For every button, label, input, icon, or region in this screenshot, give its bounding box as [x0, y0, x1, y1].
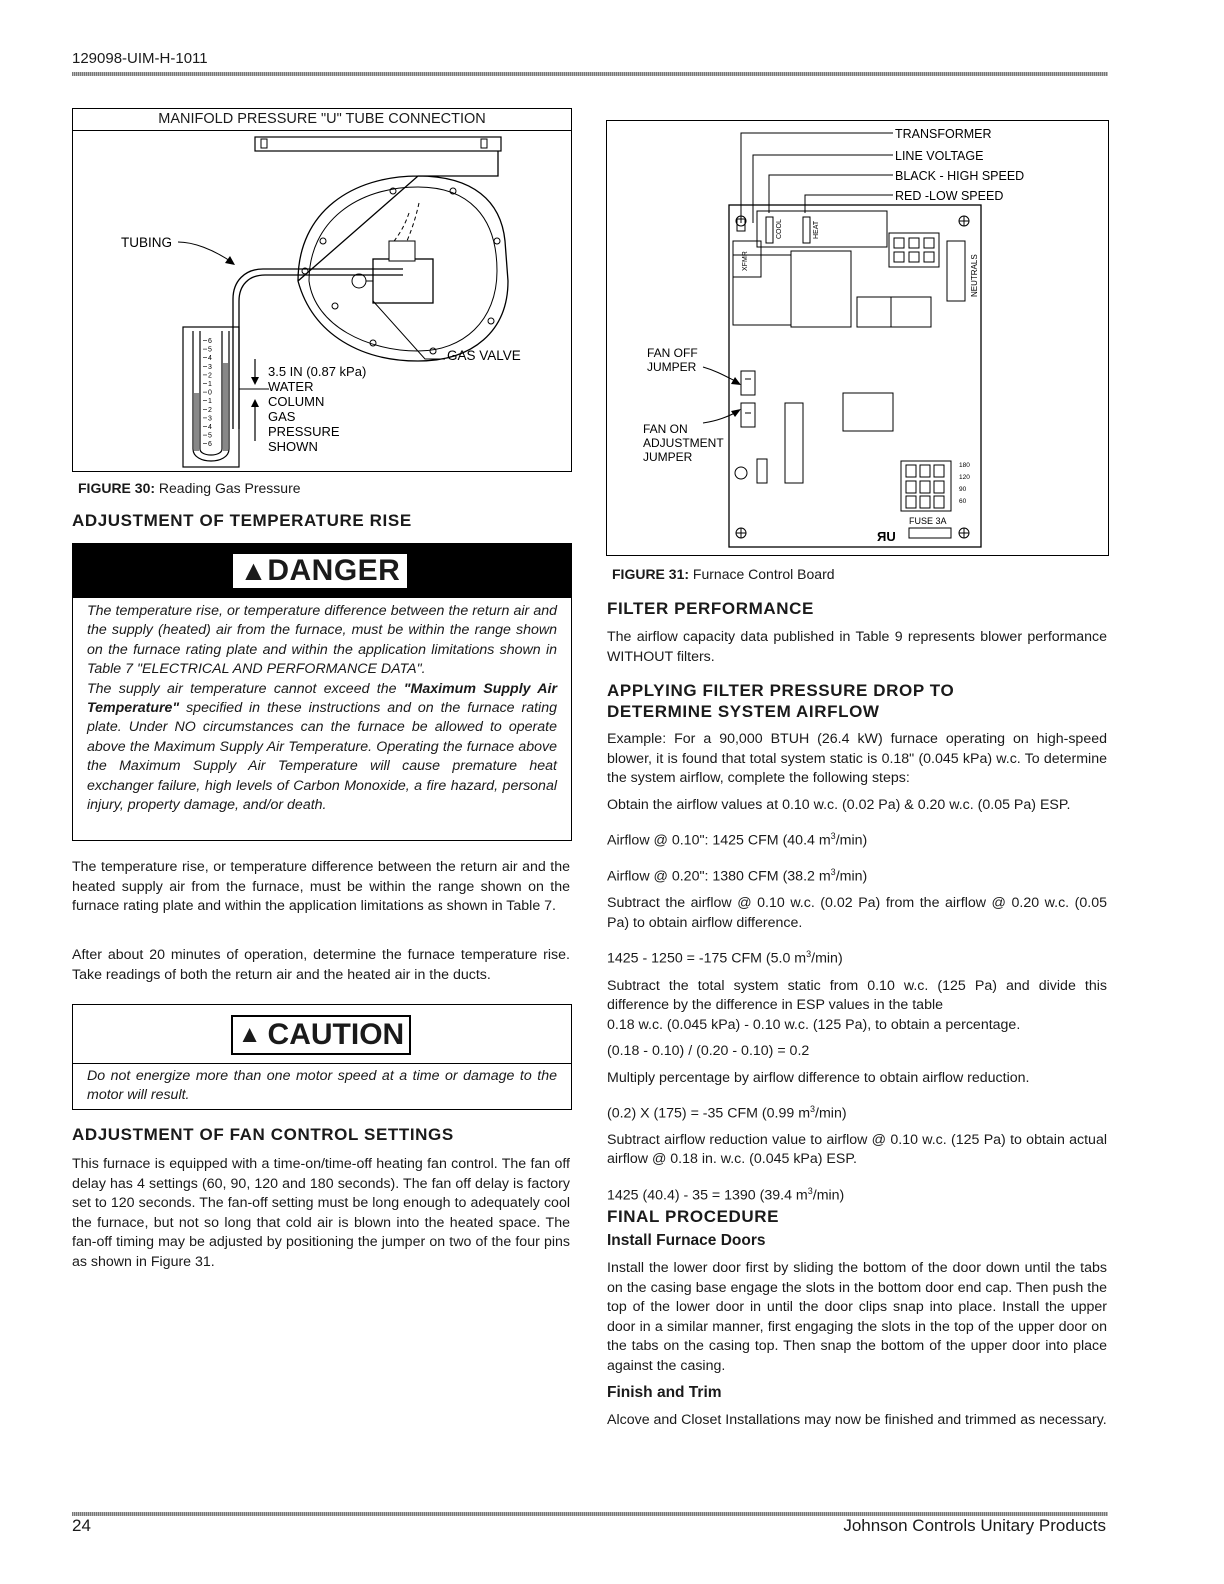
control-board-diagram	[607, 121, 1108, 555]
caution-divider	[73, 1063, 571, 1064]
pin-label-120: 120	[959, 474, 970, 481]
danger-box	[72, 543, 572, 841]
figure-31-caption-text: Furnace Control Board	[692, 566, 835, 582]
gas-valve-label: GAS VALVE	[447, 348, 521, 363]
label-pressure: PRESSURE	[268, 424, 340, 439]
temp-rise-para-2: After about 20 minutes of operation, determine the furnace temperature rise. Take readings of both the return air and the heated air in the ducts.	[72, 947, 570, 983]
scale-tick-label: 6	[208, 441, 212, 449]
label-cool: COOL	[776, 219, 783, 239]
figure-31-caption-label: FIGURE 31:	[612, 566, 690, 582]
label-black-high: BLACK - HIGH SPEED	[895, 169, 1025, 183]
caution-label-box	[231, 1015, 411, 1055]
label-fuse: FUSE 3A	[909, 516, 947, 526]
finish-trim-para: Alcove and Closet Installations may now be finished and trimmed as necessary.	[607, 1412, 1107, 1428]
scale-tick-label: 0	[208, 389, 212, 397]
label-red-low: RED -LOW SPEED	[895, 189, 1004, 203]
filter-drop-p12: 1425 (40.4) - 35 = 1390 (39.4 $m^3/\min$)	[607, 1186, 845, 1204]
label-shown: SHOWN	[268, 439, 318, 454]
scale-tick-label: 5	[208, 432, 212, 440]
warning-triangle-icon: ▲	[239, 555, 268, 586]
subheading-install-doors: Install Furnace Doors	[607, 1232, 766, 1249]
pressure-label: 3.5 IN (0.87 kPa)	[268, 364, 367, 379]
filter-drop-p6: 1425 - 1250 = -175 CFM (5.0 $m^3/\min$)	[607, 949, 843, 967]
page-number: 24	[72, 1516, 91, 1535]
filter-performance-para: The airflow capacity data published in Table 9 represents blower performance WITHOUT filters.	[607, 629, 1107, 665]
figure-31-caption	[612, 566, 835, 582]
figure-30	[72, 108, 572, 472]
caution-text: Do not energize more than one motor speed at a time or damage to the motor will result.	[87, 1068, 557, 1104]
filter-drop-p1: Example: For a 90,000 BTUH (26.4 kW) furnace operating on high-speed blower, it is found that total system static is 0.18" (0.045 kPa) w.c. To determine the system airflow, complete the following steps:	[607, 731, 1107, 787]
filter-drop-p8: (0.18 - 0.10) / (0.20 - 0.10) = 0.2	[607, 1043, 810, 1060]
tubing-label: TUBING	[121, 235, 173, 250]
label-fan-off-1: FAN OFF	[647, 346, 698, 360]
scale-tick-label: 6	[208, 338, 212, 345]
label-fan-on-3: JUMPER	[643, 450, 693, 464]
scale-tick-label: 4	[208, 355, 212, 363]
pin-label-60: 60	[959, 498, 967, 505]
scale-tick-label: 2	[208, 372, 212, 380]
scale-tick-label: 2	[208, 406, 212, 414]
pin-label-90: 90	[959, 486, 967, 493]
warning-triangle-icon: ▲	[237, 1021, 262, 1048]
caution-label: CAUTION	[267, 1018, 405, 1051]
danger-label-box	[231, 552, 409, 590]
scale-tick-label: 1	[208, 381, 212, 388]
doc-id: 129098-UIM-H-1011	[72, 50, 208, 67]
label-fan-on-2: ADJUSTMENT	[643, 436, 724, 450]
header-rule	[72, 72, 1108, 76]
figure-30-caption	[78, 480, 301, 496]
filter-drop-p7b: 0.18 w.c. (0.045 kPa) - 0.10 w.c. (125 Pa), to obtain a percentage.	[607, 1016, 1021, 1033]
caution-box	[72, 1004, 572, 1110]
label-fan-on-1: FAN ON	[643, 422, 688, 436]
filter-drop-p4: Airflow @ 0.20": 1380 CFM (38.2 $m^3/\min$)	[607, 866, 868, 885]
label-water: WATER	[268, 379, 314, 394]
label-line-voltage: LINE VOLTAGE	[895, 149, 984, 163]
pin-label-180: 180	[959, 462, 970, 469]
subheading-finish-trim: Finish and Trim	[607, 1384, 722, 1401]
figure-30-title: MANIFOLD PRESSURE "U" TUBE CONNECTION	[73, 111, 571, 131]
manometer-scale	[203, 338, 212, 448]
heading-fan-control: ADJUSTMENT OF FAN CONTROL SETTINGS	[72, 1125, 454, 1144]
heading-final-procedure: FINAL PROCEDURE	[607, 1207, 780, 1226]
install-doors-para: Install the lower door first by sliding the bottom of the door down until the tabs on the casing base engage the slots in the bottom door end cap. Then push the top of the lower door in until the door clips snap into place. Install the upper door in a similar manner, first engaging the slots in the top of the upper door on the tabs on the casing top. Then snap the bottom of the upper door into place against the casing.	[607, 1260, 1107, 1374]
heading-filter-performance: FILTER PERFORMANCE	[607, 599, 814, 618]
label-transformer: TRANSFORMER	[895, 127, 992, 141]
figure-31	[606, 120, 1109, 556]
temp-rise-para-1: The temperature rise, or temperature difference between the return air and the heated supply air from the furnace, must be within the range shown on the furnace rating plate and within the application limitations as shown in Table 7.	[72, 859, 570, 915]
label-column: COLUMN	[268, 394, 325, 409]
filter-drop-p2: Obtain the airflow values at 0.10 w.c. (0.02 Pa) & 0.20 w.c. (0.05 Pa) ESP.	[607, 796, 1071, 813]
filter-drop-p5: Subtract the airflow @ 0.10 w.c. (0.02 Pa) from the airflow @ 0.20 w.c. (0.05 Pa) to obtain airflow difference.	[607, 895, 1107, 931]
label-xfmr: XFMR	[742, 251, 749, 271]
label-gas: GAS	[268, 409, 296, 424]
fan-control-para: This furnace is equipped with a time-on/time-off heating fan control. The fan off delay has 4 settings (60, 90, 120 and 180 seconds). The fan off delay is factory set to 120 seconds. The fan-off setting must be long enough to adequately cool the furnace, but not so long that cold air is blown into the heated space. The fan-off timing may be adjusted by positioning the jumper on two of the four pins as shown in Figure 31.	[72, 1156, 570, 1270]
heading-temp-rise: ADJUSTMENT OF TEMPERATURE RISE	[72, 511, 412, 530]
scale-tick-label: 3	[208, 363, 212, 371]
filter-drop-p7: Subtract the total system static from 0.10 w.c. (125 Pa) and divide this difference by the difference in ESP values in the table	[607, 977, 1107, 1014]
scale-tick-label: 5	[208, 346, 212, 354]
scale-tick-label: 4	[208, 424, 212, 431]
filter-drop-p11: Subtract airflow reduction value to airflow @ 0.10 w.c. (125 Pa) to obtain actual airflow @ 0.18 in. w.c. (0.045 kPa) ESP.	[607, 1131, 1107, 1168]
filter-drop-body	[607, 730, 1107, 1206]
footer-company: Johnson Controls Unitary Products	[843, 1516, 1106, 1535]
danger-paragraph-2: The supply air temperature cannot exceed the "Maximum Supply Air Temperature" specified in these instructions and on the furnace rating plate. Under NO circumstances can the furnace be allowed to operate above the Maximum Supply Air Temperature. Operating the furnace above the Maximum Supply Air Temperature will cause premature heat exchanger failure, high levels of Carbon Monoxide, a fire hazard, personal injury, property damage, and/or death.	[87, 680, 557, 814]
label-neutrals: NEUTRALS	[970, 254, 979, 297]
danger-banner	[73, 544, 571, 598]
gas-pressure-diagram	[73, 131, 571, 471]
filter-drop-p10: (0.2) X (175) = -35 CFM (0.99 $m^3/\min$)	[607, 1103, 847, 1122]
scale-tick-label: 1	[208, 398, 212, 406]
scale-tick-label: 3	[208, 415, 212, 423]
filter-drop-p3: Airflow @ 0.10": 1425 CFM (40.4 $m^3/\min$)	[607, 831, 868, 850]
figure-30-caption-label: FIGURE 30:	[78, 480, 156, 496]
heading-filter-drop: APPLYING FILTER PRESSURE DROP TO DETERMINE SYSTEM AIRFLOW	[607, 681, 955, 721]
label-fan-off-2: JUMPER	[647, 360, 697, 374]
ul-logo-icon: ЯU	[877, 529, 896, 544]
label-heat: HEAT	[813, 220, 820, 239]
danger-paragraph-1: The temperature rise, or temperature difference between the return air and the supply (heated) air from the furnace, must be within the range shown on the furnace rating plate and within the application limitations shown in Table 7 "ELECTRICAL AND PERFORMANCE DATA".	[87, 603, 557, 678]
figure-30-caption-text: Reading Gas Pressure	[158, 480, 301, 496]
filter-drop-p9: Multiply percentage by airflow difference to obtain airflow reduction.	[607, 1069, 1030, 1086]
danger-label: DANGER	[267, 554, 401, 587]
